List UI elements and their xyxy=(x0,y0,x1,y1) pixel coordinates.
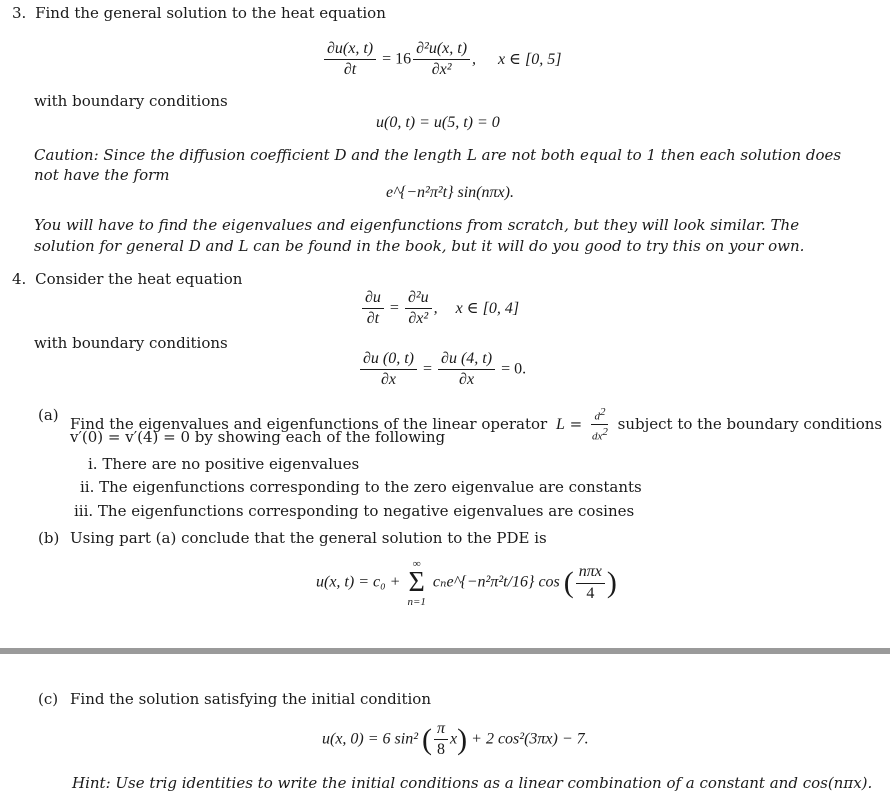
p3-bc-label: with boundary conditions xyxy=(34,92,228,110)
p4-dx2: ∂x² xyxy=(408,310,429,328)
initial-condition: u(x, 0) = 6 sin² ( $\frac{\pi}{8}$ x) + 2 cos²(3πx) − 7. xyxy=(322,720,589,759)
gen-arg-num: nπx xyxy=(576,563,605,583)
p3-caution: Caution: Since the diffusion coefficient D and the length L are not both equal to 1 then each solution does not have the form xyxy=(34,146,842,184)
p3-domain: x ∈ [0, 5] xyxy=(498,50,562,68)
problem-3-intro: Find the general solution to the heat equation xyxy=(35,4,386,22)
p3-dt: ∂t xyxy=(343,61,357,79)
problem-4-number: 4. xyxy=(12,270,27,288)
ic-arg-den: 8 xyxy=(437,741,446,759)
problem-4-intro: Consider the heat equation xyxy=(35,270,243,288)
part-c-label: (c) xyxy=(38,690,59,708)
p4-bc-label: with boundary conditions xyxy=(34,334,228,352)
sum-symbol: ∞ Σ n=1 xyxy=(407,558,426,608)
part-a-line1: Find the eigenvalues and eigenfunctions of the linear operator L = $\frac{d^2}{dx^2}$ subject to the boundary conditions xyxy=(70,406,883,443)
part-b-text: Using part (a) conclude that the general solution to the PDE is xyxy=(70,529,547,547)
p4-bc-end: = 0. xyxy=(501,360,527,378)
problem-4-heat-equation: $\frac{\partial u}{\partial t}$ = $\frac{\text{∂²u}}{\text{∂x²}}$ , x ∈ [0, 4] xyxy=(360,289,519,329)
gen-lhs: u(x, t) = c₀ + xyxy=(316,573,401,591)
p4-bc-d1: ∂x xyxy=(381,371,397,389)
p3-d2u: ∂²u(x, t) xyxy=(413,40,470,60)
gen-arg-den: 4 xyxy=(586,584,595,602)
problem-3-number: 3. xyxy=(12,4,27,22)
problem-3-heat-equation: $\frac{\partial u(x, t)}{\partial t}$ = 16 $\frac{\text{∂²u(x, t)}}{\text{∂x²}}$ , x ∈ [0, 5] xyxy=(322,40,561,80)
p3-form: e^{−n²π²t} sin(nπx). xyxy=(386,184,514,201)
problem-3-header xyxy=(12,4,386,22)
section-divider xyxy=(0,648,890,654)
p4-du: ∂u xyxy=(362,289,384,309)
ic-rest: + 2 cos²(3πx) − 7. xyxy=(471,730,589,748)
ic-arg-num: π xyxy=(434,720,448,740)
sum-upper: ∞ xyxy=(412,558,421,570)
part-c-hint: Hint: Use trig identities to write the initial conditions as a linear combination of a constant and cos(nπx). xyxy=(72,774,873,792)
part-a-text1: Find the eigenvalues and eigenfunctions of the linear operator xyxy=(70,414,548,433)
part-b-label: (b) xyxy=(38,529,60,547)
p4-d2u: ∂²u xyxy=(405,289,432,309)
p3-dx2: ∂x² xyxy=(431,61,452,79)
p4-bc-d2: ∂x xyxy=(459,371,475,389)
gen-term: cₙe^{−n²π²t/16} cos xyxy=(432,573,560,591)
part-a-item-ii: ii. The eigenfunctions corresponding to the zero eigenvalue are constants xyxy=(80,478,642,496)
part-c-text: Find the solution satisfying the initial condition xyxy=(70,690,431,708)
part-a-item-i: i. There are no positive eigenvalues xyxy=(88,455,360,473)
p3-note: You will have to find the eigenvalues and eigenfunctions from scratch, but they will look similar. The solution for general D and L can be found in the book, but it will do you good to try this on your own. xyxy=(34,216,805,255)
p4-boundary-condition: $\frac{\partial u (0, t)}{\partial x}$ = $\frac{\partial u (4, t)}{\partial x}$ = 0. xyxy=(358,350,526,390)
part-a-item-iii: iii. The eigenfunctions corresponding to negative eigenvalues are cosines xyxy=(74,502,635,520)
p4-bc-n1: ∂u (0, t) xyxy=(360,350,417,370)
part-a-text3: v′(0) = v′(4) = 0 by showing each of the following xyxy=(70,428,446,446)
p4-bc-n2: ∂u (4, t) xyxy=(438,350,495,370)
p3-eq16: = 16 xyxy=(382,50,412,68)
general-solution: u(x, t) = c₀ + ∞ Σ n=1 cₙe^{−n²π²t/16} cos ( $\frac{\text{nπx}}{4}$ ) xyxy=(316,558,617,608)
ic-lhs: u(x, 0) = 6 sin² xyxy=(322,730,419,748)
part-a-label: (a) xyxy=(38,406,59,424)
p3-boundary-condition: u(0, t) = u(5, t) = 0 xyxy=(376,114,500,131)
p4-dt: ∂t xyxy=(366,310,380,328)
problem-4-header xyxy=(12,270,242,288)
sum-lower: n=1 xyxy=(407,596,426,608)
part-a-text2: subject to the boundary conditions xyxy=(617,414,883,433)
p4-domain: x ∈ [0, 4] xyxy=(455,299,520,317)
p3-du: ∂u(x, t) xyxy=(324,40,376,60)
